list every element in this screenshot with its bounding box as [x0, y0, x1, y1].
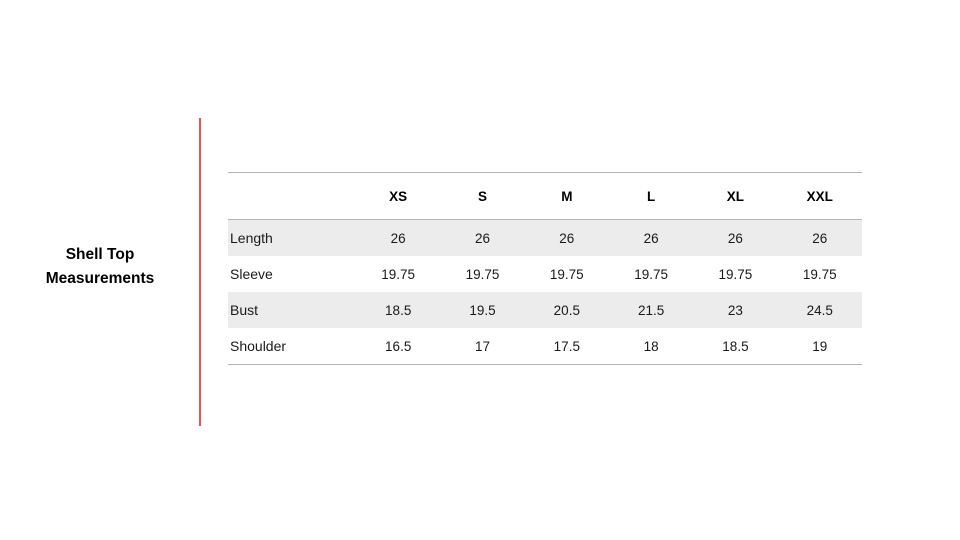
table-header-xl: XL	[693, 173, 777, 220]
cell-bust-xs: 18.5	[356, 292, 440, 328]
vertical-accent-divider	[199, 118, 201, 426]
row-label-sleeve: Sleeve	[230, 266, 273, 282]
cell-length-s: 26	[440, 220, 524, 257]
row-label-length: Length	[228, 220, 356, 257]
table-row	[228, 256, 862, 292]
table-header-xxl: XXL	[778, 173, 862, 220]
cell-length-m: 26	[525, 220, 609, 257]
cell-length-xs: 26	[356, 220, 440, 257]
cell-shoulder-m: 17.5	[525, 328, 609, 365]
row-label-shoulder: Shoulder	[228, 328, 356, 365]
table-header-row-label	[228, 173, 356, 220]
cell-sleeve-l: 19.75	[634, 266, 669, 282]
cell-bust-m: 20.5	[525, 292, 609, 328]
cell-length-l: 26	[609, 220, 693, 257]
table-row	[228, 328, 862, 365]
table-header	[228, 173, 862, 220]
cell-bust-xl: 23	[693, 292, 777, 328]
cell-shoulder-l: 18	[609, 328, 693, 365]
row-label-bust: Bust	[228, 292, 356, 328]
page-title	[20, 243, 180, 291]
page-title-line-1: Shell Top	[65, 246, 135, 263]
table-header-s: S	[440, 173, 524, 220]
cell-shoulder-s: 17	[440, 328, 524, 365]
cell-sleeve-m: 19.75	[549, 266, 584, 282]
table-header-xs: XS	[356, 173, 440, 220]
cell-shoulder-xxl: 19	[778, 328, 862, 365]
measurements-table-container	[228, 172, 862, 365]
table-body	[228, 220, 862, 365]
table-header-l: L	[609, 173, 693, 220]
cell-shoulder-xl: 18.5	[693, 328, 777, 365]
cell-sleeve-s: 19.75	[465, 266, 500, 282]
table-header-m: M	[525, 173, 609, 220]
cell-length-xxl: 26	[778, 220, 862, 257]
cell-bust-xxl: 24.5	[778, 292, 862, 328]
page-title-line-2: Measurements	[45, 270, 155, 288]
measurements-table	[228, 172, 862, 365]
table-row	[228, 220, 862, 257]
table-row	[228, 292, 862, 328]
cell-sleeve-xxl: 19.75	[802, 266, 837, 282]
table-header-row	[228, 173, 862, 220]
cell-length-xl: 26	[693, 220, 777, 257]
cell-bust-s: 19.5	[440, 292, 524, 328]
cell-shoulder-xs: 16.5	[356, 328, 440, 365]
cell-bust-l: 21.5	[609, 292, 693, 328]
cell-sleeve-xl: 19.75	[718, 266, 753, 282]
cell-sleeve-xs: 19.75	[381, 266, 416, 282]
